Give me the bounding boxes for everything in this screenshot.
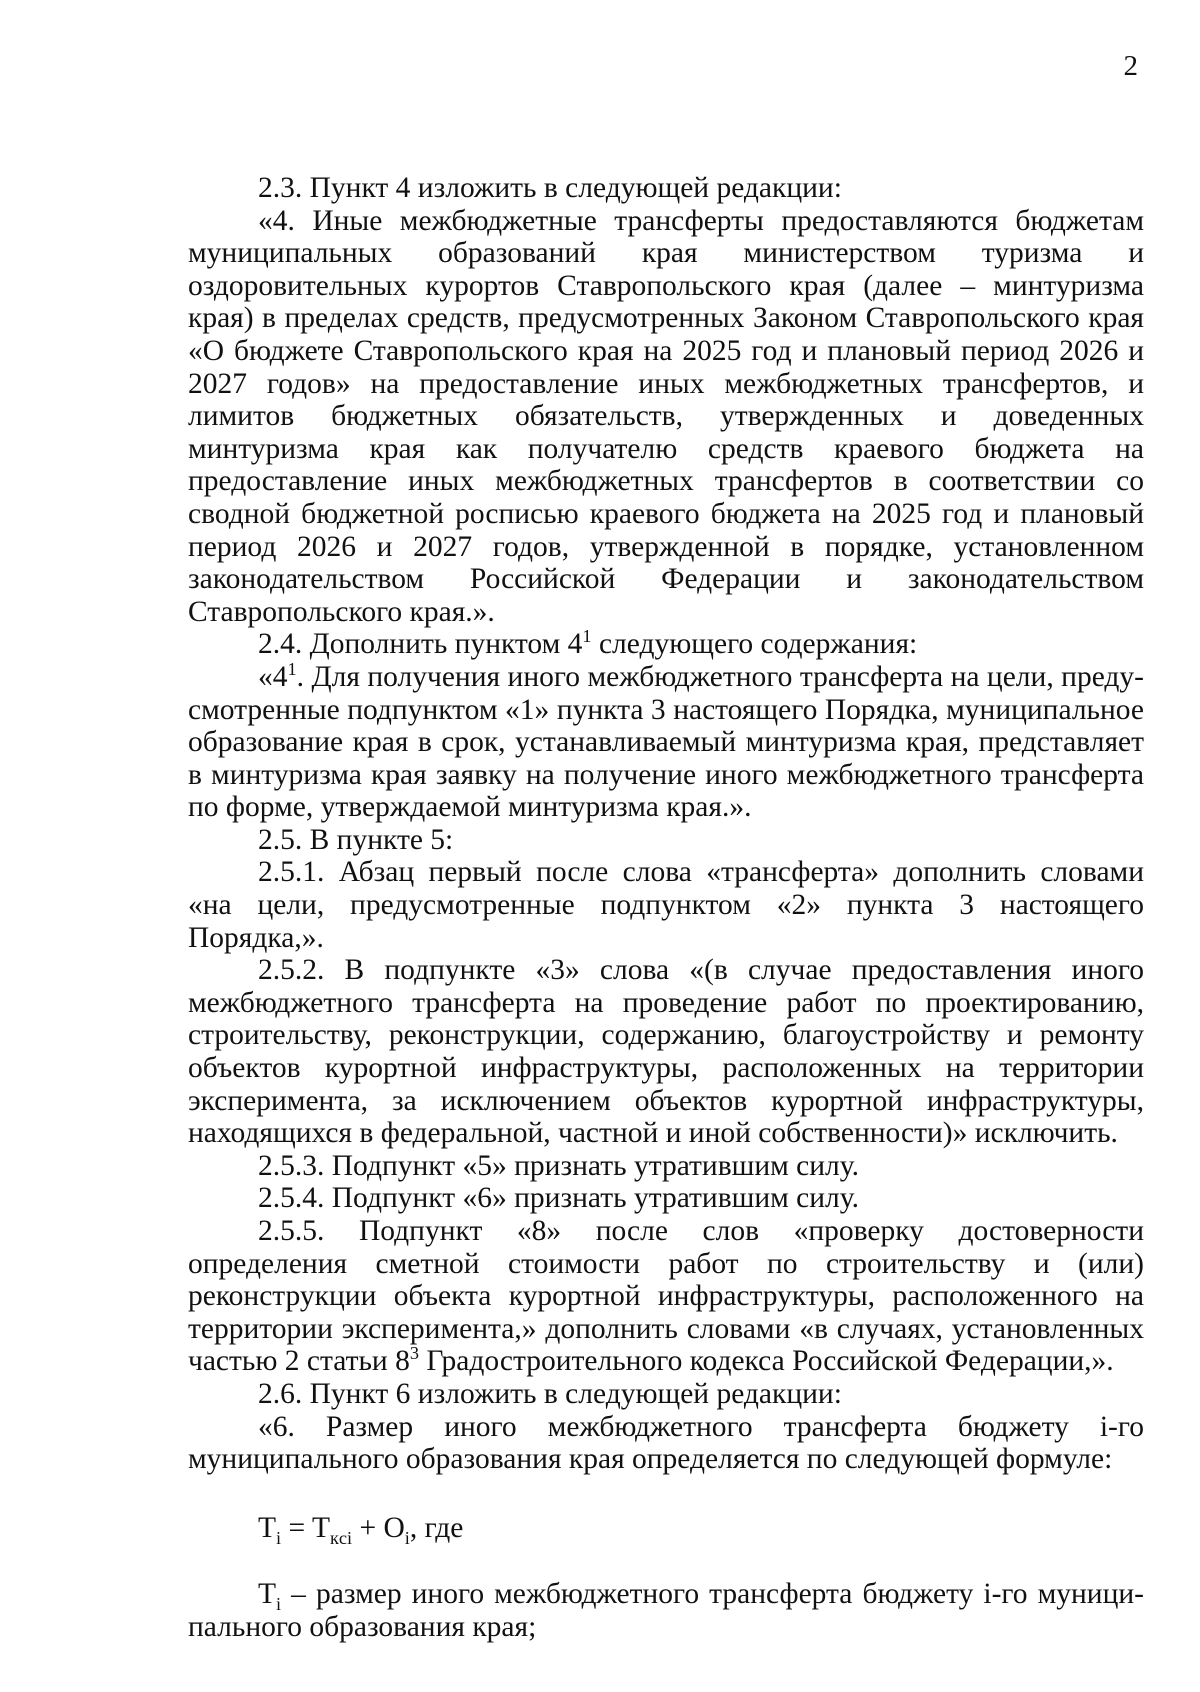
superscript-1: 1	[287, 659, 297, 680]
page-number: 2	[1123, 50, 1138, 82]
formula-plus-o: + O	[352, 1511, 405, 1544]
paragraph-2-3: 2.3. Пункт 4 изложить в следующей редакции:	[258, 172, 842, 204]
definition-ti	[188, 1578, 1144, 1643]
formula	[188, 1511, 1144, 1548]
paragraph-2-5-5-text: 2.5.5. Подпункт «8» после слов «проверку достоверности определения сметной стоимости работ по строительству и (или) реконструкции объекта курортной инфраструктуры, расположенного на территории эксперимента,» дополнить словами «в случаях, установленных частью 2 статьи 8	[188, 1215, 1144, 1378]
paragraph-2-4	[188, 628, 1144, 661]
paragraph-2-5-1: 2.5.1. Абзац первый после слова «трансферта» дополнить словами «на цели, предусмотренные подпунктом «2» пункта 3 настоящего Порядка,».	[188, 856, 1144, 954]
paragraph-2-5-3: 2.5.3. Подпункт «5» признать утратившим силу.	[258, 1149, 859, 1182]
paragraph-point-4-text: «4. Иные межбюджетные трансферты предоставляются бюджетам муниципальных образований края министерством туризма и оздоровительных курортов Ставропольского края (далее – минтуризма края) в пределах средств, предусмотренных Законом Ставропольского края «О бюджете Ставропольского края на 2025 год и плановый период 2026 и 2027 годов» на предоставление иных межбюджетных трансфертов, и лимитов бюджетных обязательств, утвержденных и доведенных минтуризма края как получателю средств краевого бюджета на предоставление иных межбюджетных трансфертов в соответствии со сводной бюджетной росписью краевого бюджета на 2025 год и плановый период 2026 и 2027 годов, утвержденной в порядке, установленном законодательством Российской Федерации и законодательством Ставропольского края.».	[188, 204, 1144, 628]
definition-text: – размер иного межбюджетного трансферта бюджету i-го муниципального образования края;	[188, 1578, 1144, 1643]
paragraph-2-5-5-tail: Градостроительного кодекса Российской Федерации,».	[418, 1345, 1114, 1378]
paragraph-point-4-1-text	[188, 661, 1144, 824]
document-body	[188, 172, 1144, 1644]
formula-tksi-subscript: кci	[330, 1527, 353, 1548]
formula-t: T	[258, 1511, 277, 1544]
paragraph-point-4-1-body: . Для получения иного межбюджетного трансферта на цели, предусмотренные подпунктом «1» пункта 3 настоящего Порядка, муниципальное образование края в срок, устанавливаемый минтуризма края, представляет в минтуризма края заявку на получение иного межбюджетного трансферта по форме, утверждаемой минтуризма края.».	[188, 660, 1144, 824]
superscript-3: 3	[409, 1343, 419, 1364]
paragraph-point-6-text: «6. Размер иного межбюджетного трансферта бюджету i-го муниципального образования края определяется по следующей формуле:	[188, 1410, 1144, 1476]
paragraph-2-4-text: 2.4. Дополнить пунктом 4	[258, 628, 583, 661]
paragraph-point-4-1-start: «4	[258, 660, 288, 693]
paragraph-2-4-tail: следующего содержания:	[591, 628, 918, 661]
formula-o-subscript: i	[404, 1527, 410, 1548]
paragraph-2-5-5	[188, 1215, 1144, 1378]
paragraph-2-6: 2.6. Пункт 6 изложить в следующей редакции:	[258, 1377, 842, 1410]
paragraph-2-5-4: 2.5.4. Подпункт «6» признать утратившим силу.	[258, 1182, 859, 1215]
formula-equals-tksi: = T	[281, 1511, 330, 1544]
paragraph-2-5-2: 2.5.2. В подпункте «3» слова «(в случае предоставления иного межбюджетного трансферта на проведение работ по проектированию, строительству, реконструкции, содержанию, благоустройству и ремонту объектов курортной инфраструктуры, расположенных на территории эксперимента, за исключением объектов курортной инфраструктуры, находящихся в федеральной, частной и иной собственности)» исключить.	[188, 954, 1144, 1150]
superscript-1: 1	[582, 626, 592, 647]
definition-t-subscript: i	[276, 1594, 282, 1615]
paragraph-2-5: 2.5. В пункте 5:	[258, 823, 454, 856]
formula-tail: , где	[409, 1511, 464, 1544]
formula-t-subscript: i	[276, 1527, 282, 1548]
definition-t: T	[258, 1578, 277, 1611]
